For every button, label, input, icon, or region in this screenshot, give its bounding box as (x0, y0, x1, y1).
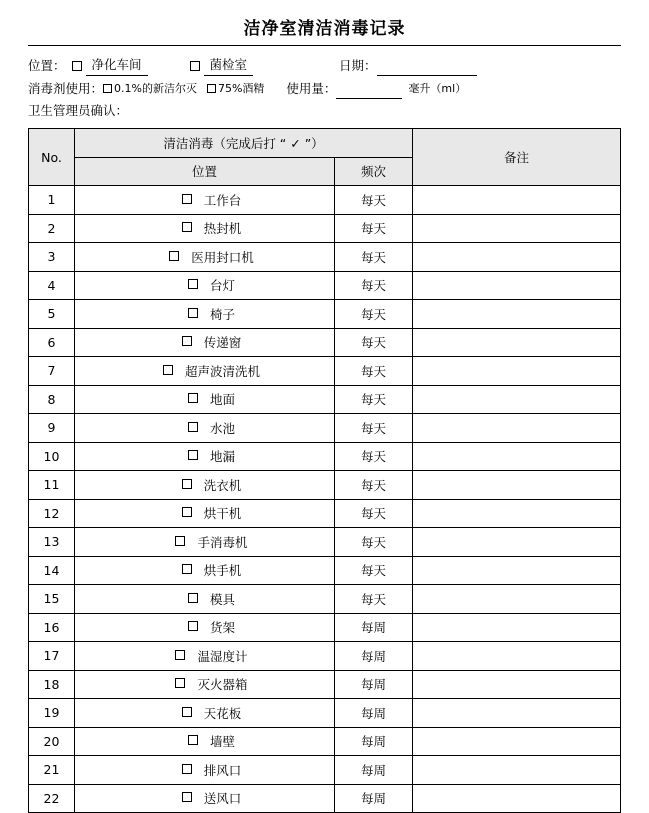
cell-location (75, 585, 335, 614)
location-checkbox[interactable] (175, 650, 185, 660)
location-checkbox[interactable] (182, 479, 192, 489)
date-field[interactable] (377, 55, 477, 76)
cell-frequency: 每天 (335, 556, 413, 585)
cell-no: 16 (29, 613, 75, 642)
cell-frequency: 每天 (335, 528, 413, 557)
table-row (29, 699, 621, 728)
location-label: 墙壁 (209, 734, 235, 750)
disinfectant-label: 消毒剂使用： (28, 80, 104, 96)
cell-remark[interactable] (413, 328, 621, 357)
location-checkbox[interactable] (182, 222, 192, 232)
location-label: 椅子 (209, 306, 235, 322)
header-remark: 备注 (413, 129, 621, 186)
cell-location (75, 670, 335, 699)
cell-frequency: 每天 (335, 186, 413, 215)
header-group-clean: 清洁消毒（完成后打 “ ✓ ”） (75, 129, 413, 158)
cell-frequency: 每周 (335, 727, 413, 756)
table-row (29, 414, 621, 443)
position-option1-label: 净化车间 (86, 55, 148, 76)
cell-remark[interactable] (413, 442, 621, 471)
cell-frequency: 每天 (335, 357, 413, 386)
cell-no: 9 (29, 414, 75, 443)
location-checkbox[interactable] (182, 707, 192, 717)
title-divider (28, 45, 621, 46)
location-checkbox[interactable] (188, 735, 198, 745)
confirm-row (28, 101, 621, 121)
cell-remark[interactable] (413, 385, 621, 414)
position-row (28, 55, 621, 76)
cell-location (75, 328, 335, 357)
cell-frequency: 每天 (335, 471, 413, 500)
position-label: 位置： (28, 57, 66, 73)
date-label: 日期： (339, 57, 377, 73)
cell-location (75, 528, 335, 557)
cell-frequency: 每周 (335, 670, 413, 699)
table-row (29, 784, 621, 813)
table-body (29, 186, 621, 813)
location-checkbox[interactable] (169, 251, 179, 261)
disinfectant-option2-checkbox[interactable] (207, 84, 216, 93)
cell-location (75, 784, 335, 813)
cell-frequency: 每周 (335, 756, 413, 785)
cell-remark[interactable] (413, 613, 621, 642)
cell-remark[interactable] (413, 499, 621, 528)
location-checkbox[interactable] (188, 621, 198, 631)
cell-remark[interactable] (413, 186, 621, 215)
disinfectant-option1-checkbox[interactable] (103, 84, 112, 93)
location-label: 货架 (209, 620, 235, 636)
table-row (29, 442, 621, 471)
table-row (29, 670, 621, 699)
table-row (29, 471, 621, 500)
confirm-label: 卫生管理员确认： (28, 103, 129, 118)
header-no: No. (29, 129, 75, 186)
header-location: 位置 (75, 157, 335, 186)
table-row (29, 271, 621, 300)
cell-frequency: 每天 (335, 585, 413, 614)
cell-remark[interactable] (413, 699, 621, 728)
table-row (29, 585, 621, 614)
position-option2-checkbox[interactable] (190, 61, 200, 71)
table-row (29, 328, 621, 357)
table-row (29, 642, 621, 671)
location-label: 天花板 (203, 705, 242, 721)
location-label: 模具 (209, 591, 235, 607)
cell-location (75, 243, 335, 272)
table-row (29, 186, 621, 215)
cell-location (75, 471, 335, 500)
cell-location (75, 414, 335, 443)
location-label: 水池 (209, 420, 235, 436)
position-option2-label: 菌检室 (204, 55, 254, 76)
cell-frequency: 每天 (335, 414, 413, 443)
cell-frequency: 每天 (335, 499, 413, 528)
location-label: 工作台 (203, 192, 242, 208)
cell-remark[interactable] (413, 642, 621, 671)
location-checkbox[interactable] (163, 365, 173, 375)
cell-location (75, 214, 335, 243)
location-label: 排风口 (203, 762, 242, 778)
cell-no: 11 (29, 471, 75, 500)
table-row (29, 756, 621, 785)
cell-no: 13 (29, 528, 75, 557)
cell-location (75, 642, 335, 671)
cell-remark[interactable] (413, 243, 621, 272)
page-title: 洁净室清洁消毒记录 (243, 19, 406, 39)
cell-no: 22 (29, 784, 75, 813)
cell-no: 3 (29, 243, 75, 272)
table-row (29, 214, 621, 243)
cell-remark[interactable] (413, 784, 621, 813)
cell-no: 4 (29, 271, 75, 300)
table-row (29, 300, 621, 329)
location-checkbox[interactable] (182, 336, 192, 346)
location-label: 送风口 (203, 791, 242, 807)
cell-no: 7 (29, 357, 75, 386)
cell-frequency: 每天 (335, 328, 413, 357)
cell-remark[interactable] (413, 300, 621, 329)
cell-location (75, 357, 335, 386)
location-label: 医用封口机 (191, 249, 254, 265)
cell-remark[interactable] (413, 214, 621, 243)
table-row (29, 243, 621, 272)
cell-location (75, 499, 335, 528)
cell-remark[interactable] (413, 357, 621, 386)
cell-location (75, 271, 335, 300)
record-table (28, 128, 621, 813)
disinfectant-option1-label: 0.1%的新洁尔灭 (114, 81, 197, 95)
cell-no: 15 (29, 585, 75, 614)
cell-location (75, 727, 335, 756)
table-head (29, 129, 621, 186)
cell-location (75, 756, 335, 785)
location-checkbox[interactable] (175, 678, 185, 688)
table-header-row-1 (29, 129, 621, 158)
cell-no: 20 (29, 727, 75, 756)
location-checkbox[interactable] (188, 279, 198, 289)
amount-label: 使用量： (286, 80, 337, 96)
location-label: 烘干机 (203, 506, 242, 522)
location-checkbox[interactable] (182, 194, 192, 204)
cell-no: 21 (29, 756, 75, 785)
location-checkbox[interactable] (182, 792, 192, 802)
cell-no: 6 (29, 328, 75, 357)
cell-remark[interactable] (413, 756, 621, 785)
location-checkbox[interactable] (188, 422, 198, 432)
cell-remark[interactable] (413, 414, 621, 443)
location-label: 传递窗 (203, 335, 242, 351)
amount-field[interactable] (336, 78, 402, 99)
table-row (29, 528, 621, 557)
cell-no: 1 (29, 186, 75, 215)
cell-frequency: 每天 (335, 243, 413, 272)
cell-frequency: 每周 (335, 699, 413, 728)
cell-frequency: 每天 (335, 271, 413, 300)
cell-remark[interactable] (413, 556, 621, 585)
cell-frequency: 每周 (335, 642, 413, 671)
cell-location (75, 442, 335, 471)
location-label: 热封机 (203, 221, 242, 237)
form-header (28, 55, 621, 121)
disinfectant-row (28, 78, 621, 99)
location-label: 超声波清洗机 (184, 363, 260, 379)
cell-location (75, 385, 335, 414)
cell-remark[interactable] (413, 271, 621, 300)
cell-no: 8 (29, 385, 75, 414)
amount-unit: 毫升（ml） (408, 81, 467, 95)
cell-location (75, 300, 335, 329)
location-checkbox[interactable] (182, 507, 192, 517)
header-frequency: 频次 (335, 157, 413, 186)
location-label: 地面 (209, 392, 235, 408)
location-checkbox[interactable] (188, 450, 198, 460)
location-checkbox[interactable] (188, 393, 198, 403)
cell-no: 5 (29, 300, 75, 329)
location-label: 手消毒机 (197, 534, 248, 550)
table-row (29, 385, 621, 414)
cell-no: 2 (29, 214, 75, 243)
table-row (29, 727, 621, 756)
cell-location (75, 186, 335, 215)
location-label: 温湿度计 (197, 648, 248, 664)
cell-frequency: 每天 (335, 385, 413, 414)
cell-frequency: 每周 (335, 784, 413, 813)
cell-no: 18 (29, 670, 75, 699)
table-row (29, 499, 621, 528)
location-label: 地漏 (209, 449, 235, 465)
cell-location (75, 699, 335, 728)
cell-frequency: 每周 (335, 613, 413, 642)
table-row (29, 357, 621, 386)
cell-no: 19 (29, 699, 75, 728)
cell-location (75, 613, 335, 642)
location-label: 烘手机 (203, 563, 242, 579)
cell-frequency: 每天 (335, 442, 413, 471)
location-label: 洗衣机 (203, 477, 242, 493)
cell-no: 17 (29, 642, 75, 671)
cell-no: 12 (29, 499, 75, 528)
location-label: 灭火器箱 (197, 677, 248, 693)
cell-remark[interactable] (413, 471, 621, 500)
table-row (29, 613, 621, 642)
cell-no: 10 (29, 442, 75, 471)
cell-frequency: 每天 (335, 214, 413, 243)
cell-location (75, 556, 335, 585)
table-row (29, 556, 621, 585)
location-checkbox[interactable] (175, 536, 185, 546)
location-checkbox[interactable] (188, 593, 198, 603)
disinfectant-option2-label: 75%酒精 (217, 81, 265, 95)
location-checkbox[interactable] (182, 764, 192, 774)
cell-remark[interactable] (413, 670, 621, 699)
cell-remark[interactable] (413, 585, 621, 614)
position-option1-checkbox[interactable] (72, 61, 82, 71)
location-checkbox[interactable] (188, 308, 198, 318)
cell-remark[interactable] (413, 528, 621, 557)
cell-no: 14 (29, 556, 75, 585)
record-table-wrapper (28, 128, 621, 813)
location-label: 台灯 (209, 278, 235, 294)
cell-remark[interactable] (413, 727, 621, 756)
cell-frequency: 每天 (335, 300, 413, 329)
location-checkbox[interactable] (182, 564, 192, 574)
